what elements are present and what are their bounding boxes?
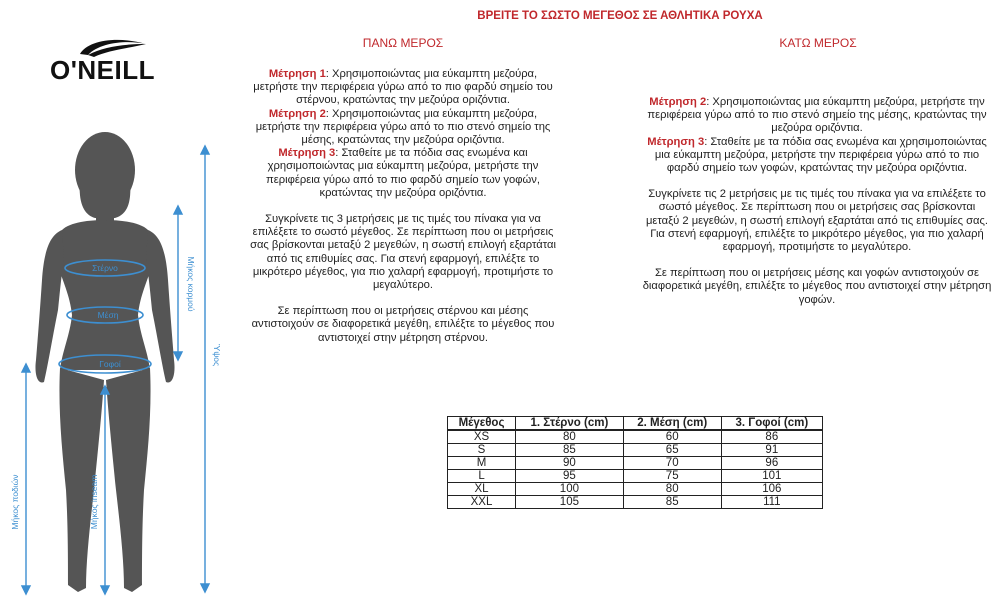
table-cell: 90 (516, 457, 624, 470)
table-cell: 60 (623, 430, 721, 444)
table-cell: 80 (623, 483, 721, 496)
size-table (447, 416, 823, 509)
bottom-section-title: ΚΑΤΩ ΜΕΡΟΣ (779, 36, 857, 50)
hips-label: Γοφοί (99, 359, 121, 369)
leg-length-label: Μήκος ποδιών (10, 474, 20, 530)
table-header: 3. Γοφοί (cm) (721, 417, 822, 431)
table-cell: 80 (516, 430, 624, 444)
top-note-text: Σε περίπτωση που οι μετρήσεις στέρνου και μέσης αντιστοιχούν σε διαφορετικά μεγέθη, επιλέξτε το μέγεθος που αντιστοιχεί στην μέτρηση στέρνου. (251, 305, 555, 344)
bottom-instructions (642, 96, 992, 307)
top-m1-text: : Χρησιμοποιώντας μια εύκαμπτη μεζούρα, μετρήστε την περιφέρεια γύρω από το πιο φαρδύ σημείο του στέρνου, κρατώντας την μεζούρα οριζόντια. (253, 68, 553, 107)
table-cell: 91 (721, 444, 822, 457)
table-row (448, 496, 823, 509)
table-header: 2. Μέση (cm) (623, 417, 721, 431)
table-row (448, 430, 823, 444)
table-cell: 100 (516, 483, 624, 496)
top-instructions (248, 68, 558, 345)
table-cell: 65 (623, 444, 721, 457)
table-cell: 95 (516, 470, 624, 483)
table-cell: XS (448, 430, 516, 444)
table-cell: 105 (516, 496, 624, 509)
table-cell: L (448, 470, 516, 483)
table-row (448, 457, 823, 470)
top-m3-text: : Σταθείτε με τα πόδια σας ενωμένα και χρησιμοποιώντας μια εύκαμπτη μεζούρα, μετρήστε την περιφέρεια γύρω από το πιο φαρδύ σημείο των γοφών, κρατώντας την μεζούρα οριζόντια. (266, 147, 540, 199)
table-cell: M (448, 457, 516, 470)
table-cell: XXL (448, 496, 516, 509)
table-cell: 75 (623, 470, 721, 483)
table-cell: 96 (721, 457, 822, 470)
waist-label: Μέση (97, 310, 119, 320)
torso-length-label: Μήκος κορμού (186, 256, 196, 312)
height-label: Ύψος (212, 343, 222, 367)
bottom-note-text: Σε περίπτωση που οι μετρήσεις μέσης και γοφών αντιστοιχούν σε διαφορετικά μεγέθη, επιλέξτε το μέγεθος που αντιστοιχεί στην μέτρηση γοφών. (642, 267, 992, 306)
table-cell: 86 (721, 430, 822, 444)
table-row (448, 483, 823, 496)
table-row (448, 470, 823, 483)
top-m2-label: Μέτρηση 2 (268, 107, 326, 120)
table-row (448, 444, 823, 457)
table-cell: XL (448, 483, 516, 496)
bottom-m3-text: : Σταθείτε με τα πόδια σας ενωμένα και χρησιμοποιώντας μια εύκαμπτη μεζούρα, μετρήστε την περιφέρεια γύρω από το πιο φαρδύ σημείο των γοφών, κρατώντας την μεζούρα οριζόντια. (654, 135, 987, 175)
table-cell: S (448, 444, 516, 457)
table-cell: 106 (721, 483, 822, 496)
logo-text: O'NEILL (50, 55, 156, 85)
table-header: 1. Στέρνο (cm) (516, 417, 624, 431)
table-cell: 85 (516, 444, 624, 457)
top-m1-label: Μέτρηση 1 (268, 68, 326, 80)
table-cell: 85 (623, 496, 721, 509)
bottom-compare-text: Συγκρίνετε τις 2 μετρήσεις με τις τιμές του πίνακα για να επιλέξετε το σωστό μέγεθος. Σε περίπτωση που οι μετρήσεις σας βρίσκονται μεταξύ 2 μεγεθών, η σωστή επιλογή εξαρτάται από τις επιθυμίες σας. Για στενή εφαρμογή, επιλέξτε το μικρότερο μέγεθος, για πιο χαλαρή εφαρμογή, προτιμήστε το μεγαλύτερο. (645, 188, 989, 254)
body-figure (0, 130, 240, 603)
chest-label: Στέρνο (92, 263, 118, 273)
table-cell: 111 (721, 496, 822, 509)
top-m3-label: Μέτρηση 3 (278, 147, 336, 160)
bottom-m2-text: : Χρησιμοποιώντας μια εύκαμπτη μεζούρα, μετρήστε την περιφέρεια γύρω από το πιο στενό σημείο της μέσης, κρατώντας την μεζούρα οριζόντια. (647, 96, 987, 135)
page-title: ΒΡΕΙΤΕ ΤΟ ΣΩΣΤΟ ΜΕΓΕΘΟΣ ΣΕ ΑΘΛΗΤΙΚΑ ΡΟΥΧΑ (477, 10, 763, 22)
table-header: Μέγεθος (448, 417, 516, 431)
brand-logo (48, 36, 183, 86)
inseam-label: Μήκος inseam (89, 474, 99, 530)
table-cell: 101 (721, 470, 822, 483)
bottom-m3-label: Μέτρηση 3 (647, 135, 705, 148)
top-compare-text: Συγκρίνετε τις 3 μετρήσεις με τις τιμές του πίνακα για να επιλέξετε το σωστό μέγεθος. Σε περίπτωση που οι μετρήσεις σας βρίσκονται μεταξύ 2 μεγεθών, η σωστή επιλογή εξαρτάται από τις επιθυμίες σας. Για στενή εφαρμογή, επιλέξτε το μικρότερο μέγεθος, για πιο χαλαρή εφαρμογή, προτιμήστε το μεγαλύτερο. (250, 213, 556, 292)
top-m2-text: : Χρησιμοποιώντας μια εύκαμπτη μεζούρα, μετρήστε την περιφέρεια γύρω από το πιο στενό σημείο της μέσης, κρατώντας την μεζούρα οριζόντια. (255, 107, 551, 147)
table-header-row (448, 417, 823, 431)
top-section-title: ΠΑΝΩ ΜΕΡΟΣ (362, 36, 444, 50)
bottom-m2-label: Μέτρηση 2 (649, 96, 707, 108)
table-cell: 70 (623, 457, 721, 470)
